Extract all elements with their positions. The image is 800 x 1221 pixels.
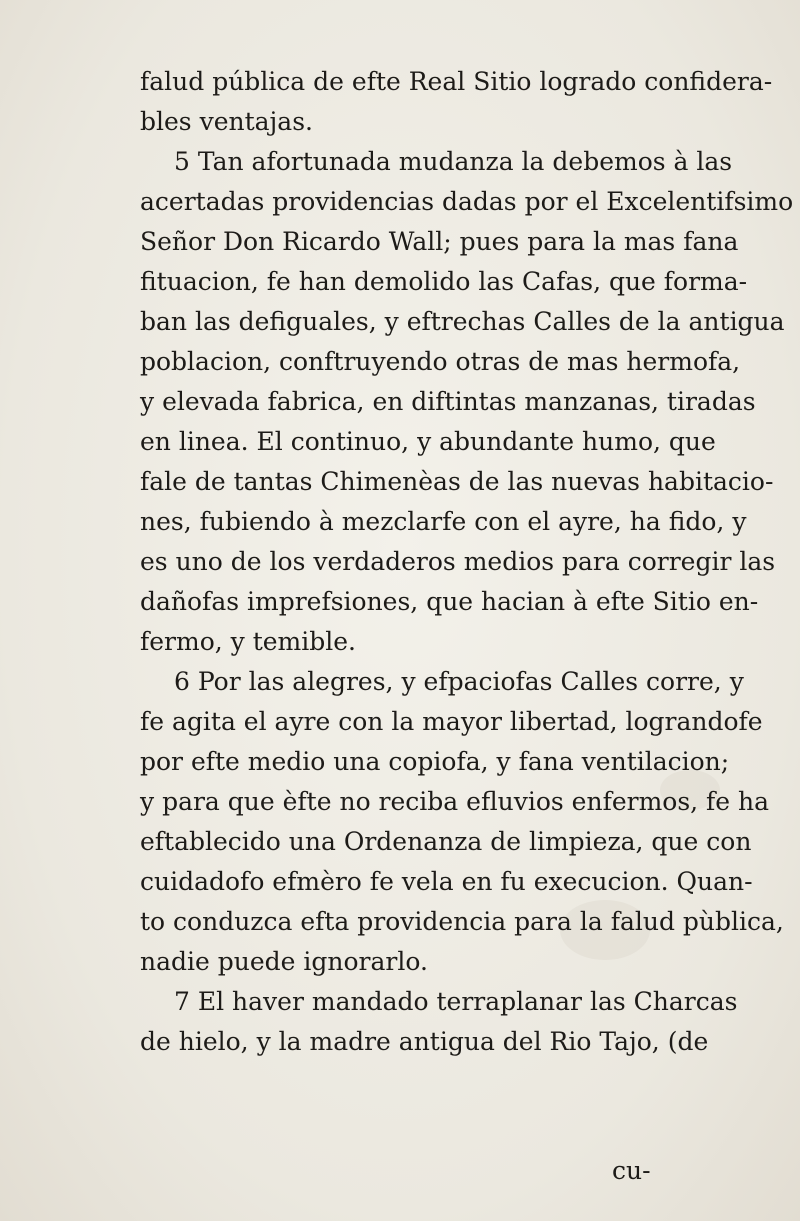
text-line: eftablecido una Ordenanza de limpieza, que con bbox=[140, 827, 752, 856]
text-line: es uno de los verdaderos medios para corregir las bbox=[140, 547, 776, 576]
text-line: falud pública de efte Real Sitio logrado confidera- bbox=[140, 67, 773, 96]
paragraph-5-start: 5 Tan afortunada mudanza la debemos à las bbox=[174, 147, 733, 176]
text-line: fale de tantas Chimenèas de las nuevas habitacio- bbox=[140, 467, 774, 496]
text-line: ban las defiguales, y eftrechas Calles de la antigua bbox=[140, 307, 785, 336]
catchword: cu- bbox=[612, 1156, 651, 1185]
text-line: Señor Don Ricardo Wall; pues para la mas fana bbox=[140, 227, 739, 256]
text-line: nadie puede ignorarlo. bbox=[140, 947, 428, 976]
text-line: bles ventajas. bbox=[140, 107, 313, 136]
text-line: fe agita el ayre con la mayor libertad, lograndofe bbox=[140, 707, 763, 736]
text-line: nes, fubiendo à mezclarfe con el ayre, ha fido, y bbox=[140, 507, 747, 536]
text-line: fermo, y temible. bbox=[140, 627, 357, 656]
paragraph-6-start: 6 Por las alegres, y efpaciofas Calles corre, y bbox=[174, 667, 744, 696]
text-line: cuidadofo efmèro fe vela en fu execucion. Quan- bbox=[140, 867, 753, 896]
paragraph-7-start: 7 El haver mandado terraplanar las Charcas bbox=[174, 987, 738, 1016]
text-line: de hielo, y la madre antigua del Rio Tajo, (de bbox=[140, 1027, 709, 1056]
text-line: acertadas providencias dadas por el Excelentifsimo bbox=[140, 187, 794, 216]
text-line: y para que èfte no reciba efluvios enfermos, fe ha bbox=[140, 787, 770, 816]
text-line: y elevada fabrica, en diftintas manzanas, tiradas bbox=[140, 387, 756, 416]
text-line: dañofas imprefsiones, que hacian à efte Sitio en- bbox=[140, 587, 759, 616]
text-line: to conduzca efta providencia para la falud pùblica, bbox=[140, 907, 784, 936]
text-line: poblacion, conftruyendo otras de mas hermofa, bbox=[140, 347, 741, 376]
text-line: en linea. El continuo, y abundante humo, que bbox=[140, 427, 716, 456]
text-line: fituacion, fe han demolido las Cafas, que forma- bbox=[140, 267, 748, 296]
text-line: por efte medio una copiofa, y fana ventilacion; bbox=[140, 747, 730, 776]
